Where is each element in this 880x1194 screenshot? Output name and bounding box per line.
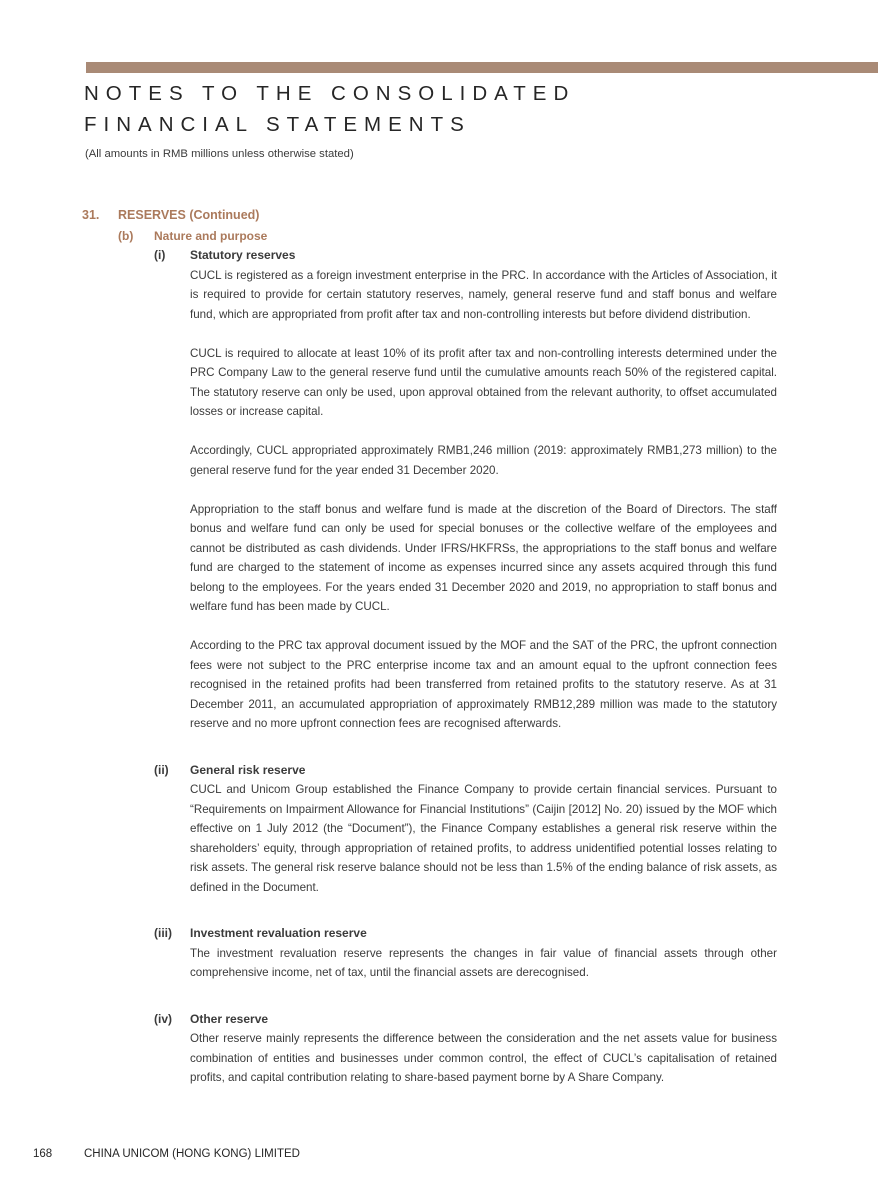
paragraph: Appropriation to the staff bonus and welfare fund is made at the discretion of the Board of Directors. The staff bonus and welfare fund can only be used for special bonuses or the collective welfare of the employees and cannot be distributed as cash dividends. Under IFRS/HKFRSs, the appropriations to the staff bonus and welfare fund are charged to the statement of income as expenses incurred since any assets acquired through this fund belong to the employees. For the years ended 31 December 2020 and 2019, no appropriation to staff bonus and welfare fund has been made by CUCL. <box>190 502 777 613</box>
header-accent-bar <box>86 62 878 73</box>
section-heading <box>82 206 880 225</box>
page-number: 168 <box>33 1148 53 1160</box>
item-title: Statutory reserves <box>190 248 296 262</box>
paragraph: The investment revaluation reserve represents the changes in fair value of financial assets through other comprehensive income, net of tax, until the financial assets are derecognised. <box>190 946 777 979</box>
section-title: RESERVES (Continued) <box>118 208 260 222</box>
item-body <box>190 924 777 983</box>
item-general-risk-reserve <box>154 761 777 898</box>
page-footer <box>33 1148 300 1160</box>
paragraph: Accordingly, CUCL appropriated approximately RMB1,246 million (2019: approximately RMB1,273 million) to the general reserve fund for the year ended 31 December 2020. <box>190 444 777 477</box>
company-name: CHINA UNICOM (HONG KONG) LIMITED <box>84 1148 300 1160</box>
item-body <box>190 761 777 898</box>
item-label: (iv) <box>154 1011 172 1026</box>
page-title-line1: NOTES TO THE CONSOLIDATED <box>84 82 576 105</box>
paragraph: CUCL is registered as a foreign investment enterprise in the PRC. In accordance with the Articles of Association, it is required to provide for certain statutory reserves, namely, general reserve fund and staff bonus and welfare fund, which are appropriated from profit after tax and non-controlling interests but before dividend distribution. <box>190 268 777 321</box>
item-body <box>190 246 777 734</box>
reserve-items-list <box>154 246 777 1088</box>
subsection-heading <box>118 227 880 246</box>
item-label: (ii) <box>154 762 169 777</box>
item-other-reserve <box>154 1010 777 1088</box>
item-body <box>190 1010 777 1088</box>
page-title <box>84 78 575 140</box>
item-statutory-reserves <box>154 246 777 734</box>
item-label: (iii) <box>154 926 172 940</box>
section-number: 31. <box>82 208 100 222</box>
subsection-title: Nature and purpose <box>154 229 268 243</box>
notes-section <box>0 206 880 1088</box>
page-title-line2: FINANCIAL STATEMENTS <box>84 113 471 136</box>
amounts-note: (All amounts in RMB millions unless otherwise stated) <box>85 148 354 160</box>
item-label: (i) <box>154 248 166 262</box>
item-title: Investment revaluation reserve <box>190 926 367 940</box>
item-title: Other reserve <box>190 1011 269 1026</box>
paragraph: CUCL and Unicom Group established the Finance Company to provide certain financial services. Pursuant to “Requirements on Impairment Allowance for Financial Institutions” (Caijin [2012] No. 20) issued by the MOF which effective on 1 July 2012 (the “Document”), the Finance Company establishes a general risk reserve within the shareholders’ equity, through appropriation of retained profits, to address unidentified potential losses relating to risk assets. The general risk reserve balance should not be less than 1.5% of the ending balance of risk assets, as defined in the Document. <box>190 783 777 894</box>
paragraph: Other reserve mainly represents the difference between the consideration and the net assets value for business combination of entities and businesses under common control, the effect of CUCL’s capitalisation of retained profits, and capital contribution relating to share-based payment borne by A Share Company. <box>190 1032 777 1084</box>
item-title: General risk reserve <box>190 762 306 777</box>
paragraph: According to the PRC tax approval document issued by the MOF and the SAT of the PRC, the upfront connection fees were not subject to the PRC enterprise income tax and an amount equal to the upfront connection fees recognised in the retained profits had been transferred from retained profits to the statutory reserve. As at 31 December 2011, an accumulated appropriation of approximately RMB12,289 million was made to the statutory reserve and no more upfront connection fees are recognised afterwards. <box>190 639 777 730</box>
subsection-label: (b) <box>118 229 134 243</box>
item-investment-revaluation-reserve <box>154 924 777 983</box>
paragraph: CUCL is required to allocate at least 10% of its profit after tax and non-controlling interests determined under the PRC Company Law to the general reserve fund until the cumulative amounts reach 50% of the registered capital. The statutory reserve can only be used, upon approval obtained from the relevant authority, to offset accumulated losses or increase capital. <box>190 346 777 418</box>
